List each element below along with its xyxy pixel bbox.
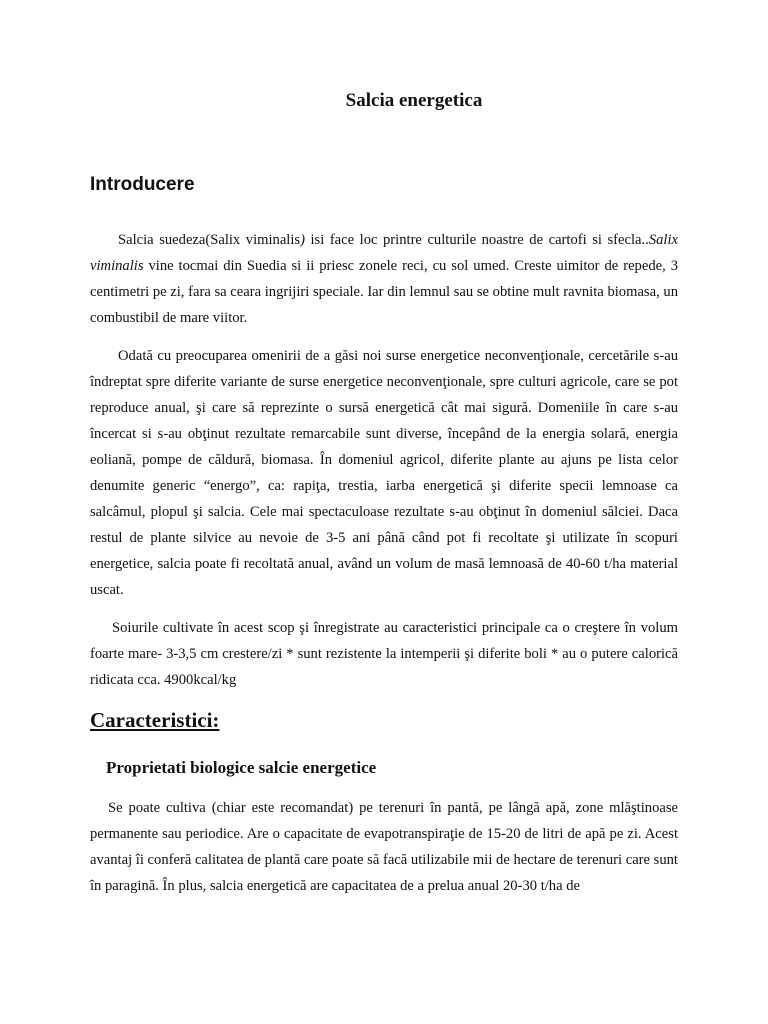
subsection-heading-proprietati: Proprietati biologice salcie energetice [106,758,377,777]
paragraph-intro-2: Odată cu preocuparea omenirii de a găsi noi surse energetice neconvenţionale, cercetările s-au îndreptat spre diferite variante de surse energetice neconvenţionale, spre culturi agricole, care se pot reproduce anual, şi care să reprezinte o sursă energetică cât mai sigură. Domeniile în care s-au încercat si s-au obţinut rezultate remarcabile sunt diverse, începând de la energia solară, energia eoliană, pompe de căldură, biomasa. În domeniul agricol, diferite plante au ajuns pe lista celor denumite generic “energo”, ca: rapiţa, trestia, iarba energetică şi diferite specii lemnoase ca salcâmul, plopul şi salcia. Cele mai spectaculoase rezultate s-au obţinut în domeniul sălciei. Daca restul de plante silvice au nevoie de 3-5 ani până când pot fi recoltate şi utilizate în scopuri energetice, salcia poate fi recoltată anual, având un volum de masă lemnoasă de 40-60 t/ha material uscat. [90,348,678,598]
paragraph-intro-1 [90,227,678,331]
intro-1-paren: ) [300,232,305,248]
paragraph-intro-3: Soiurile cultivate în acest scop şi înregistrate au caracteristici principale ca o creştere în volum foarte mare- 3-3,5 cm crestere/zi * sunt rezistente la intemperii şi diferite boli * au o putere calorică ridicata cca. 4900kcal/kg [90,620,678,688]
intro-1-text-a: Salcia suedeza(Salix viminalis [118,232,301,248]
section-heading-introducere: Introducere [90,174,195,195]
section-heading-caracteristici: Caracteristici: [90,708,220,732]
intro-1-latin-name: Salix viminalis [90,232,678,274]
intro-1-text-b: isi face loc printre culturile noastre de cartofi si sfecla.. [304,232,649,248]
paragraph-caracteristici-1: Se poate cultiva (chiar este recomandat) pe terenuri în pantă, pe lângă apă, zone mlăştinoase permanente sau periodice. Are o capacitate de evapotranspiraţie de 15-20 de litri de apă pe zi. Acest avantaj îi conferă calitatea de plantă care poate să facă utilizabile mii de hectare de terenuri care sunt în paragină. În plus, salcia energetică are capacitatea de a prelua anual 20-30 t/ha de [90,800,678,894]
intro-1-text-c: vine tocmai din Suedia si ii priesc zonele reci, cu sol umed. Creste uimitor de repede, 3 centimetri pe zi, fara sa ceara ingrijiri speciale. Iar din lemnul sau se obtine mult ravnita biomasa, un combustibil de mare viitor. [90,258,678,326]
page-title: Salcia energetica [345,90,483,111]
